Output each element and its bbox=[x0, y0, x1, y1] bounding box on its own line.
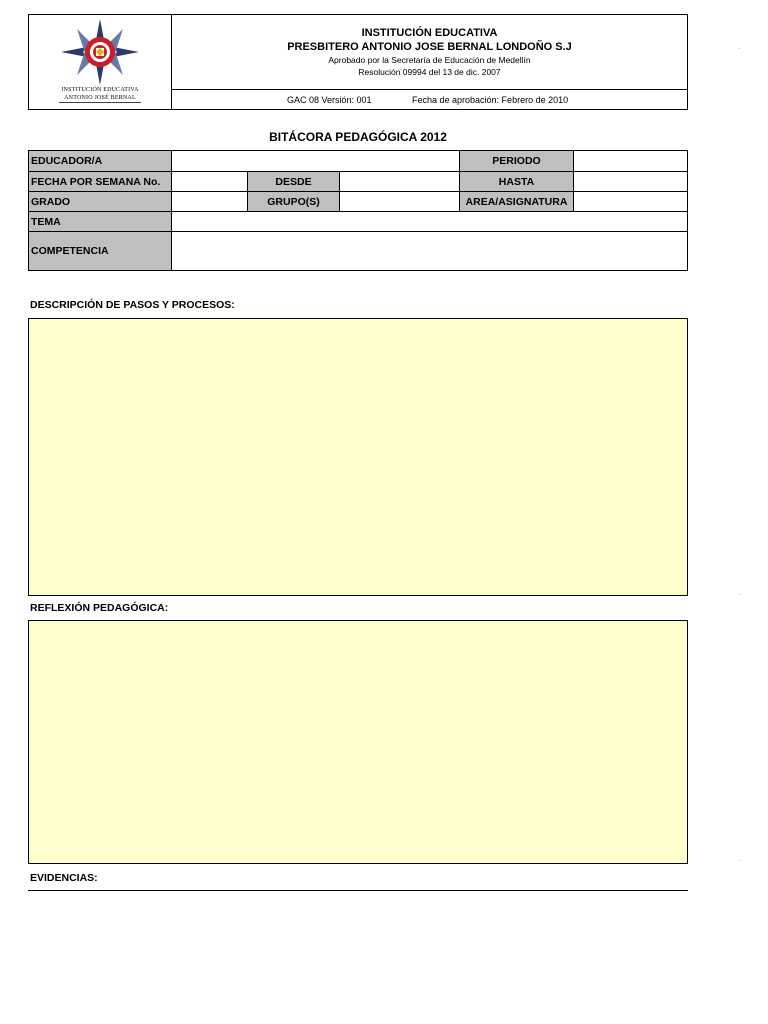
document-code: GAC 08 Versión: 001 bbox=[287, 95, 372, 105]
title-cell bbox=[172, 15, 687, 90]
area-asignatura-field[interactable] bbox=[574, 192, 687, 212]
reflexion-textarea[interactable] bbox=[28, 620, 688, 864]
tema-label: TEMA bbox=[29, 212, 172, 232]
logo-caption-line1: INSTITUCIÓN EDUCATIVA bbox=[61, 87, 139, 93]
grupo-label: GRUPO(S) bbox=[248, 192, 340, 212]
fecha-semana-label: FECHA POR SEMANA No. bbox=[29, 172, 172, 192]
hasta-field[interactable] bbox=[574, 172, 687, 192]
tema-field[interactable] bbox=[172, 212, 687, 232]
grupo-field[interactable] bbox=[340, 192, 460, 212]
descripcion-textarea[interactable] bbox=[28, 318, 688, 596]
educador-label: EDUCADOR/A bbox=[29, 151, 172, 172]
logo-caption-line2: ANTONIO JOSÉ BERNAL bbox=[64, 95, 136, 101]
desde-label: DESDE bbox=[248, 172, 340, 192]
evidencias-underline bbox=[28, 890, 688, 891]
grado-field[interactable] bbox=[172, 192, 248, 212]
scan-mark: · bbox=[738, 44, 741, 53]
scan-mark: · bbox=[738, 590, 741, 599]
area-asignatura-label: AREA/ASIGNATURA bbox=[460, 192, 574, 212]
competencia-field[interactable] bbox=[172, 232, 687, 270]
page-title: BITÁCORA PEDAGÓGICA 2012 bbox=[269, 130, 447, 144]
educador-field[interactable] bbox=[172, 151, 460, 172]
document-meta-row bbox=[172, 89, 687, 109]
school-name: PRESBITERO ANTONIO JOSE BERNAL LONDOÑO S.J bbox=[287, 41, 572, 53]
school-logo-icon bbox=[57, 17, 143, 87]
descripcion-heading: DESCRIPCIÓN DE PASOS Y PROCESOS: bbox=[30, 299, 235, 311]
fecha-semana-field[interactable] bbox=[172, 172, 248, 192]
resolution-text: Resolución 09994 del 13 de dic. 2007 bbox=[358, 67, 501, 77]
hasta-label: HASTA bbox=[460, 172, 574, 192]
scan-mark: · bbox=[738, 856, 741, 865]
logo-cell bbox=[29, 15, 172, 109]
logo-underline bbox=[59, 102, 141, 103]
institution-name: INSTITUCIÓN EDUCATIVA bbox=[361, 27, 498, 39]
reflexion-heading: REFLEXIÓN PEDAGÓGICA: bbox=[30, 602, 169, 614]
info-form-grid bbox=[28, 150, 688, 271]
evidencias-heading: EVIDENCIAS: bbox=[30, 872, 98, 884]
periodo-label: PERIODO bbox=[460, 151, 574, 172]
document-header bbox=[28, 14, 688, 110]
competencia-label: COMPETENCIA bbox=[29, 232, 172, 270]
periodo-field[interactable] bbox=[574, 151, 687, 172]
desde-field[interactable] bbox=[340, 172, 460, 192]
grado-label: GRADO bbox=[29, 192, 172, 212]
approval-date: Fecha de aprobación: Febrero de 2010 bbox=[412, 95, 569, 105]
approval-text: Aprobado por la Secretaría de Educación de Medellín bbox=[328, 55, 531, 65]
